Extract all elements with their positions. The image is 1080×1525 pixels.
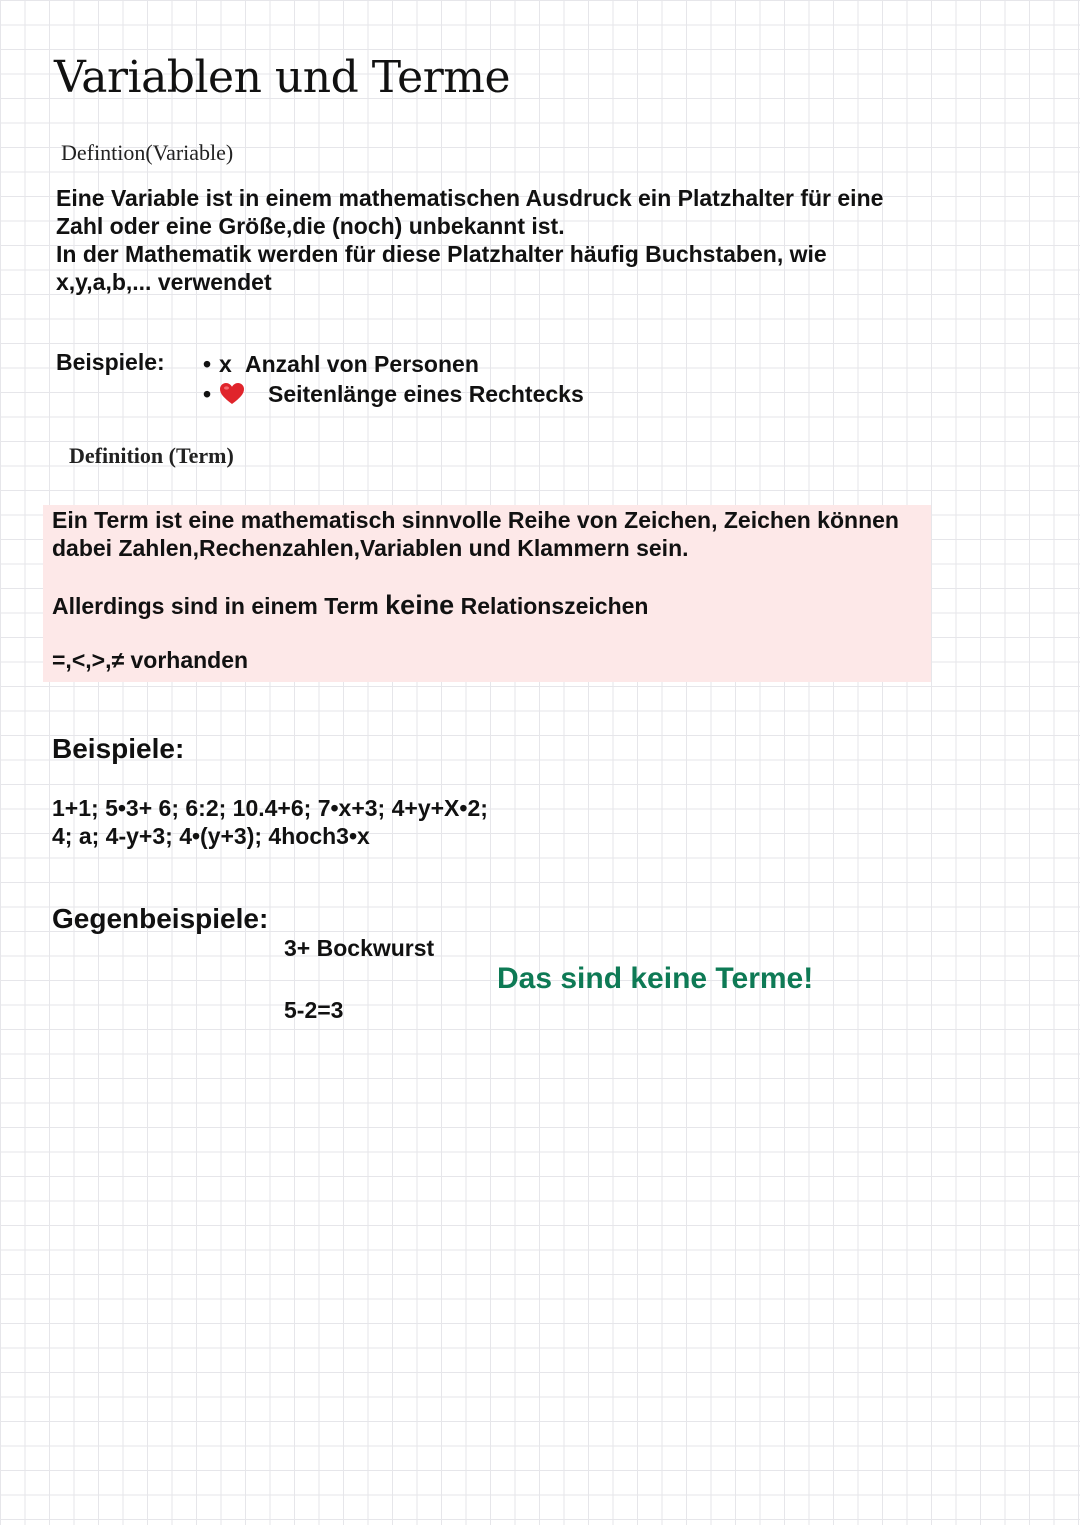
definition-variable-line-1: Eine Variable ist in einem mathematischen Ausdruck ein Platzhalter für eine bbox=[56, 185, 884, 211]
page-title: Variablen und Terme bbox=[54, 52, 511, 103]
heart-icon bbox=[219, 382, 268, 406]
examples-term-line-1: 1+1; 5•3+ 6; 6:2; 10.4+6; 7•x+3; 4+y+X•2; bbox=[52, 795, 488, 821]
definition-term-line-3-pre: Allerdings sind in einem Term bbox=[52, 593, 379, 619]
definition-term-heading: Definition (Term) bbox=[69, 443, 234, 468]
examples-variable-list bbox=[203, 349, 584, 409]
counterexamples-note: Das sind keine Terme! bbox=[497, 962, 814, 995]
definition-variable-heading: Defintion(Variable) bbox=[61, 140, 234, 165]
definition-term-line-3-post: Relationszeichen bbox=[460, 593, 649, 619]
bullet-icon: • bbox=[203, 351, 212, 377]
definition-term-line-3 bbox=[52, 590, 648, 621]
definition-term-line-4: =,<,>,≠ vorhanden bbox=[52, 647, 249, 673]
examples-variable-label: Beispiele: bbox=[56, 349, 165, 375]
definition-variable-line-2: Zahl oder eine Größe,die (noch) unbekannt ist. bbox=[56, 213, 565, 239]
definition-variable-line-4: x,y,a,b,... verwendet bbox=[56, 269, 272, 295]
definition-term-text bbox=[52, 506, 942, 562]
counterexample-item: 5-2=3 bbox=[284, 997, 344, 1023]
definition-variable-line-3: In der Mathematik werden für diese Platzhalter häufig Buchstaben, wie bbox=[56, 241, 827, 267]
list-item-text: Anzahl von Personen bbox=[245, 351, 479, 377]
counterexample-item: 3+ Bockwurst bbox=[284, 935, 435, 961]
definition-variable-text bbox=[56, 184, 956, 296]
definition-term-line-1: Ein Term ist eine mathematisch sinnvolle Reihe von Zeichen, Zeichen können bbox=[52, 507, 899, 533]
examples-term-label: Beispiele: bbox=[52, 733, 185, 764]
examples-term-line-2: 4; a; 4-y+3; 4•(y+3); 4hoch3•x bbox=[52, 823, 370, 849]
bullet-icon: • bbox=[203, 381, 212, 407]
counterexamples-label: Gegenbeispiele: bbox=[52, 903, 269, 934]
list-item bbox=[203, 379, 584, 409]
list-item-text: Seitenlänge eines Rechtecks bbox=[268, 381, 584, 407]
variable-symbol: x bbox=[219, 351, 232, 377]
definition-term-line-2: dabei Zahlen,Rechenzahlen,Variablen und Klammern sein. bbox=[52, 535, 689, 561]
examples-term-list bbox=[52, 794, 488, 850]
definition-term-keyword: keine bbox=[385, 590, 455, 620]
list-item bbox=[203, 349, 584, 379]
